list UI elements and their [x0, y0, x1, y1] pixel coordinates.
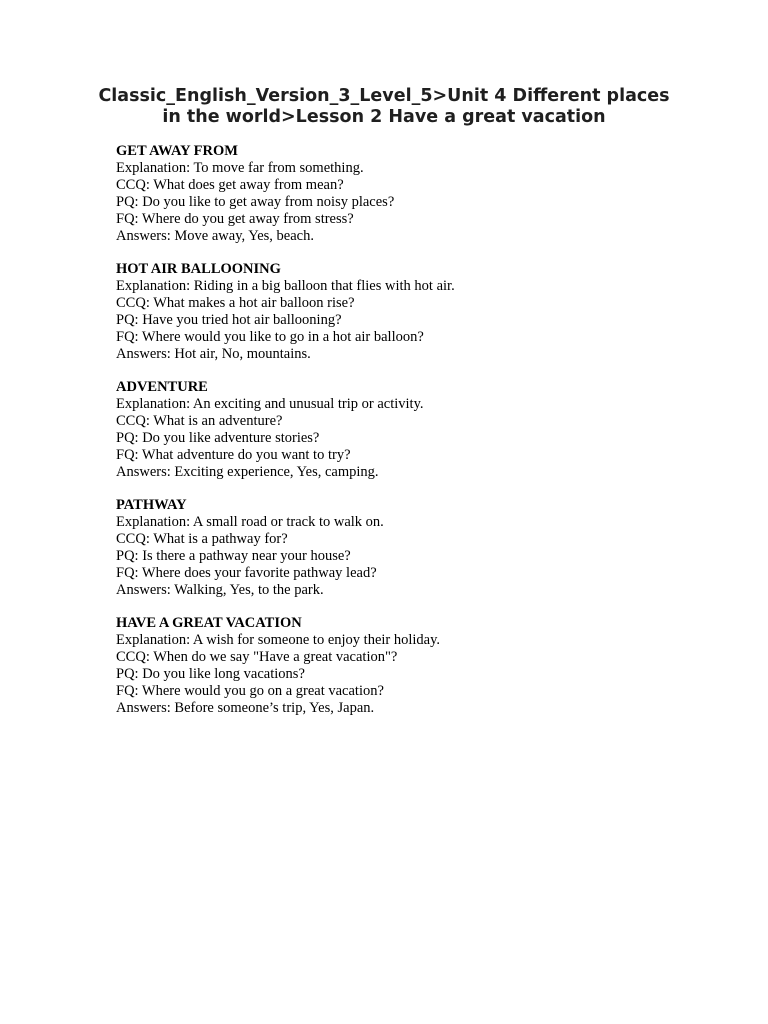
entry-fq: FQ: Where do you get away from stress?	[116, 210, 354, 227]
vocabulary-entry-hot-air-ballooning	[116, 261, 716, 362]
entry-answers: Answers: Before someone’s trip, Yes, Japan.	[116, 699, 375, 716]
vocabulary-entry-pathway	[116, 497, 716, 598]
entry-pq: PQ: Have you tried hot air ballooning?	[116, 311, 342, 328]
entry-fq: FQ: Where would you go on a great vacation?	[116, 682, 384, 699]
entry-term: HOT AIR BALLOONING	[116, 261, 281, 278]
vocabulary-list	[116, 143, 716, 733]
entry-ccq: CCQ: What is an adventure?	[116, 412, 283, 429]
entry-term: GET AWAY FROM	[116, 143, 238, 159]
vocabulary-entry-have-a-great-vacation	[116, 615, 716, 716]
entry-fq: FQ: What adventure do you want to try?	[116, 446, 351, 463]
document-title: Classic_English_Version_3_Level_5>Unit 4 Different places in the world>Lesson 2 Have a great vacation	[98, 86, 670, 127]
entry-pq: PQ: Do you like long vacations?	[116, 665, 305, 682]
vocabulary-entry-get-away-from	[116, 143, 716, 244]
entry-term: PATHWAY	[116, 497, 187, 514]
entry-ccq: CCQ: What makes a hot air balloon rise?	[116, 294, 355, 311]
entry-answers: Answers: Exciting experience, Yes, camping.	[116, 463, 379, 480]
entry-answers: Answers: Walking, Yes, to the park.	[116, 581, 324, 598]
entry-term: ADVENTURE	[116, 379, 208, 396]
entry-explanation: Explanation: A small road or track to walk on.	[116, 514, 384, 530]
entry-ccq: CCQ: What does get away from mean?	[116, 176, 344, 193]
entry-term: HAVE A GREAT VACATION	[116, 615, 302, 632]
entry-explanation: Explanation: To move far from something.	[116, 159, 364, 176]
entry-fq: FQ: Where would you like to go in a hot air balloon?	[116, 328, 424, 345]
entry-pq: PQ: Do you like to get away from noisy places?	[116, 193, 395, 210]
vocabulary-entry-adventure	[116, 379, 716, 480]
entry-answers: Answers: Hot air, No, mountains.	[116, 345, 311, 362]
entry-explanation: Explanation: Riding in a big balloon that flies with hot air.	[116, 277, 455, 294]
entry-answers: Answers: Move away, Yes, beach.	[116, 227, 314, 244]
entry-pq: PQ: Do you like adventure stories?	[116, 429, 320, 446]
entry-explanation: Explanation: A wish for someone to enjoy their holiday.	[116, 632, 441, 649]
entry-ccq: CCQ: When do we say "Have a great vacation"?	[116, 648, 398, 665]
entry-fq: FQ: Where does your favorite pathway lead?	[116, 564, 377, 581]
entry-explanation: Explanation: An exciting and unusual trip or activity.	[116, 395, 424, 412]
entry-ccq: CCQ: What is a pathway for?	[116, 530, 288, 547]
entry-pq: PQ: Is there a pathway near your house?	[116, 547, 351, 564]
